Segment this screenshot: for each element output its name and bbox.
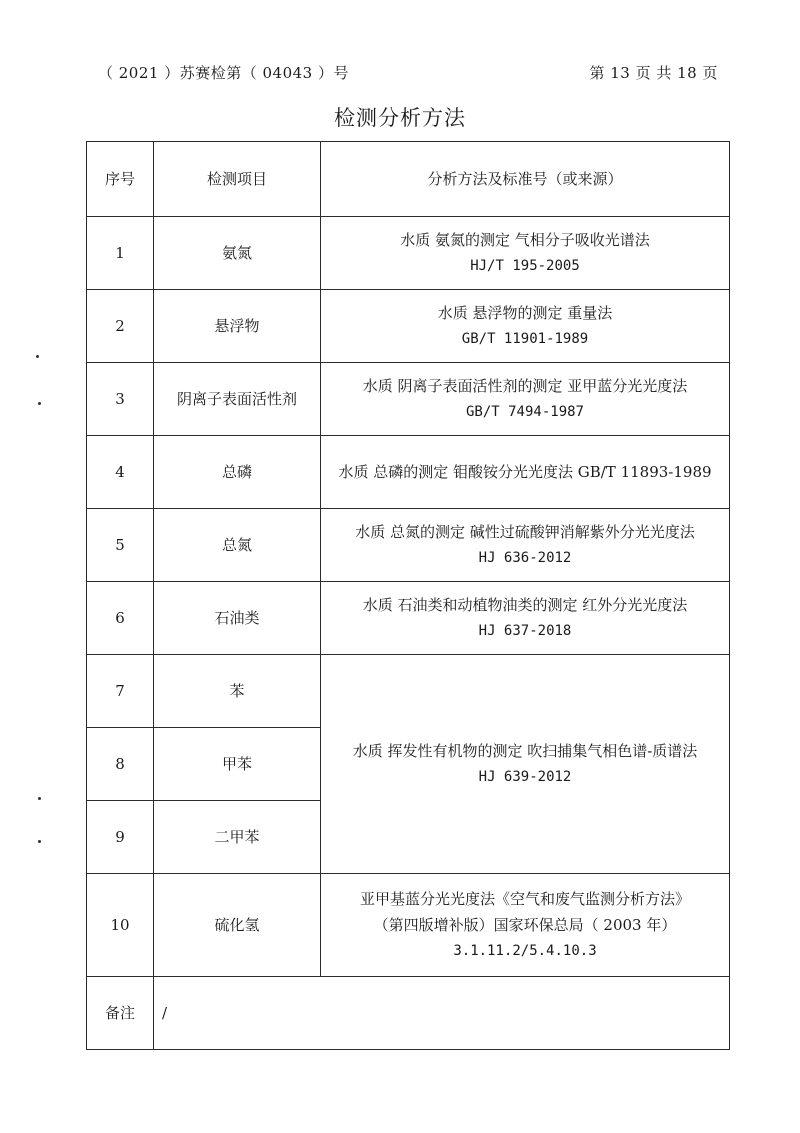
method-name: 水质 阴离子表面活性剂的测定 亚甲蓝分光光度法 bbox=[362, 377, 688, 395]
test-item: 石油类 bbox=[154, 582, 321, 655]
method-cell bbox=[321, 509, 730, 582]
standard-number: GB/T 11901-1989 bbox=[461, 331, 589, 347]
method-source: （第四版增补版）国家环保总局（ 2003 年） bbox=[373, 916, 677, 934]
test-item: 甲苯 bbox=[154, 728, 321, 801]
remarks-value: / bbox=[154, 977, 730, 1050]
method-cell bbox=[321, 582, 730, 655]
page-indicator: 第 13 页 共 18 页 bbox=[589, 64, 718, 82]
scan-speck bbox=[38, 402, 41, 405]
method-cell-merged bbox=[321, 655, 730, 874]
methods-table bbox=[86, 141, 730, 1050]
remarks-label: 备注 bbox=[87, 977, 154, 1050]
table-row bbox=[87, 582, 730, 655]
table-header-row bbox=[87, 142, 730, 217]
method-cell bbox=[321, 217, 730, 290]
method-name: 水质 挥发性有机物的测定 吹扫捕集气相色谱-质谱法 bbox=[352, 742, 698, 760]
table-row bbox=[87, 290, 730, 363]
method-name: 水质 总氮的测定 碱性过硫酸钾消解紫外分光光度法 bbox=[355, 523, 695, 541]
row-number: 1 bbox=[87, 217, 154, 290]
standard-number: HJ 639-2012 bbox=[478, 769, 572, 785]
table-row bbox=[87, 363, 730, 436]
scan-speck bbox=[38, 797, 41, 800]
test-item: 氨氮 bbox=[154, 217, 321, 290]
test-item: 硫化氢 bbox=[154, 874, 321, 977]
method-cell bbox=[321, 290, 730, 363]
test-item: 总磷 bbox=[154, 436, 321, 509]
table-row bbox=[87, 509, 730, 582]
test-item: 二甲苯 bbox=[154, 801, 321, 874]
remarks-row bbox=[87, 977, 730, 1050]
row-number: 9 bbox=[87, 801, 154, 874]
standard-number: HJ 636-2012 bbox=[478, 550, 572, 566]
test-item: 苯 bbox=[154, 655, 321, 728]
row-number: 6 bbox=[87, 582, 154, 655]
test-item: 总氮 bbox=[154, 509, 321, 582]
method-name: 水质 悬浮物的测定 重量法 bbox=[437, 304, 613, 322]
scan-speck bbox=[36, 355, 39, 358]
scan-speck bbox=[38, 840, 41, 843]
standard-number: HJ 637-2018 bbox=[478, 623, 572, 639]
standard-number: 3.1.11.2/5.4.10.3 bbox=[453, 943, 597, 959]
row-number: 7 bbox=[87, 655, 154, 728]
table-row bbox=[87, 436, 730, 509]
method-cell bbox=[321, 874, 730, 977]
page-title: 检测分析方法 bbox=[334, 106, 466, 130]
standard-number: HJ/T 195-2005 bbox=[470, 258, 580, 274]
method-name: 亚甲基蓝分光光度法《空气和废气监测分析方法》 bbox=[359, 890, 690, 908]
table-row bbox=[87, 655, 730, 728]
test-item: 阴离子表面活性剂 bbox=[154, 363, 321, 436]
row-number: 2 bbox=[87, 290, 154, 363]
row-number: 10 bbox=[87, 874, 154, 977]
column-header-item: 检测项目 bbox=[154, 142, 321, 217]
table-row bbox=[87, 217, 730, 290]
row-number: 8 bbox=[87, 728, 154, 801]
method-cell bbox=[321, 436, 730, 509]
method-name: 水质 石油类和动植物油类的测定 红外分光光度法 bbox=[362, 596, 688, 614]
method-name: 水质 总磷的测定 钼酸铵分光光度法 GB/T 11893-1989 bbox=[338, 463, 712, 481]
row-number: 3 bbox=[87, 363, 154, 436]
table-row bbox=[87, 874, 730, 977]
row-number: 4 bbox=[87, 436, 154, 509]
method-name: 水质 氨氮的测定 气相分子吸收光谱法 bbox=[400, 231, 650, 249]
method-cell bbox=[321, 363, 730, 436]
test-item: 悬浮物 bbox=[154, 290, 321, 363]
standard-number: GB/T 7494-1987 bbox=[465, 404, 584, 420]
report-number: （ 2021 ）苏赛检第（ 04043 ）号 bbox=[98, 64, 349, 82]
column-header-no: 序号 bbox=[87, 142, 154, 217]
column-header-method: 分析方法及标准号（或来源） bbox=[321, 142, 730, 217]
row-number: 5 bbox=[87, 509, 154, 582]
